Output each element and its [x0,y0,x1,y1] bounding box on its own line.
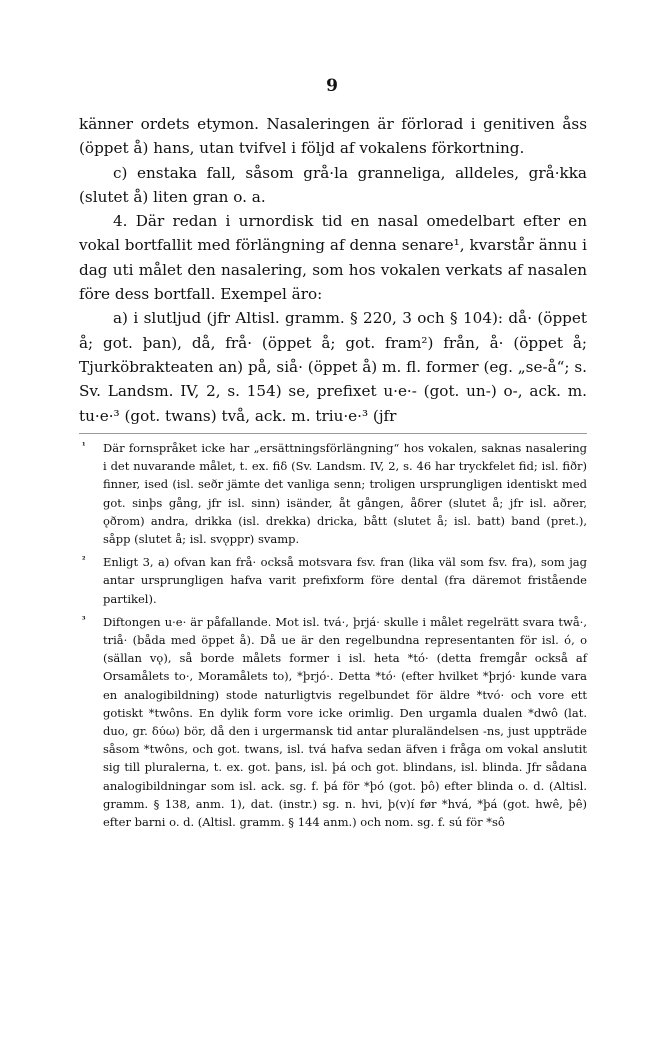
footnote-3 [79,613,587,831]
page-number: 9 [326,76,338,96]
footnote-marker: ³ [82,613,86,624]
footnote-text: Diftongen u·e· är påfallande. Mot isl. tvá·, þrjá· skulle i målet regelrätt svara twå·, triå· (båda med öppet å). Då ue är den regelbundna representanten för isl. ó, o (sällan vǫ), så borde målets former i isl. heta *tó· (detta fremgår också af Orsamålets to·, Moramålets to), *þrjó·. Detta *tó· (efter hvilket *þrjó· kunde vara en analogibildning) stode naturligtvis regelbundet för äldre *tvó· och vore ett gotiskt *twôns. En dylik form vore icke orimlig. Den urgamla dualen *dwô (lat. duo, gr. δύω) bör, då den i urgermansk tid antar pluraländelsen -ns, just uppträde såsom *twôns, och got. twans, isl. tvá hafva sedan äfven i fråga om vokal anslutit sig till pluralerna, t. ex. got. þans, isl. þá och got. blindans, isl. blinda. Jfr sådana analogibildningar som isl. ack. sg. f. þá för *þó (got. þô) efter blinda o. d. (Altisl. gramm. § 138, anm. 1), dat. (instr.) sg. n. hvi, þ(v)í før *hvá, *þá (got. hwê, þê) efter barni o. d. (Altisl. gramm. § 144 anm.) och nom. sg. f. sú för *sô [103,614,587,830]
footnote-1 [79,439,587,548]
paragraph-4: a) i slutljud (jfr Altisl. gramm. § 220, 3 och § 104): då· (öppet å; got. þan), då, frå· (öppet å; got. fram²) från, å· (öppet å; Tjurköbrakteaten an) på, siå· (öppet å) m. fl. former (eg. „se-å“; s. Sv. Landsm. IV, 2, s. 154) se, prefixet u·e·- (got. un-) o-, ack. m. tu·e·³ (got. twans) två, ack. m. triu·e·³ (jfr [79,309,587,425]
footnotes [79,439,587,836]
footnote-2 [79,553,587,608]
footnote-marker: ¹ [82,440,86,450]
paragraph-3: 4. Där redan i urnordisk tid en nasal omedelbart efter en vokal bortfallit med förlängning af denna senare¹, kvarstår ännu i dag uti målet den nasalering, som hos vokalen verkats af nasalen före dess bortfall. Exempel äro: [79,212,587,304]
footnote-text: Enligt 3, a) ofvan kan frå· också motsvara fsv. fran (lika väl som fsv. fra), som jag antar ursprungligen hafva varit prefixform före dental (fra däremot fristående partikel). [103,555,587,606]
paragraph-1: känner ordets etymon. Nasaleringen är förlorad i genitiven åss (öppet å) hans, utan tvifvel i följd af vokalens förkortning. [79,115,587,158]
footnote-text: Där fornspråket icke har „ersättningsförlängning“ hos vokalen, saknas nasalering i det nuvarande målet, t. ex. fiδ (Sv. Landsm. IV, 2, s. 46 har tryckfelet fid; isl. fiðr) finner, ised (isl. seðr jämte det vanliga senn; troligen ursprungligen identiskt med got. sinþs gång, jfr isl. sinn) isänder, åt gången, åδrer (slutet å; jfr isl. aðrer, ǫðrom) andra, drikka (isl. drekka) dricka, bått (slutet å; isl. batt) band (pret.), såpp (slutet å; isl. svǫppr) svamp. [103,441,587,547]
main-text [79,112,587,428]
footnote-marker: ² [82,554,86,565]
paragraph-2: c) enstaka fall, såsom grå·la granneliga, alldeles, grå·kka (slutet å) liten gran o. a. [79,163,587,206]
footnote-divider [79,433,587,434]
